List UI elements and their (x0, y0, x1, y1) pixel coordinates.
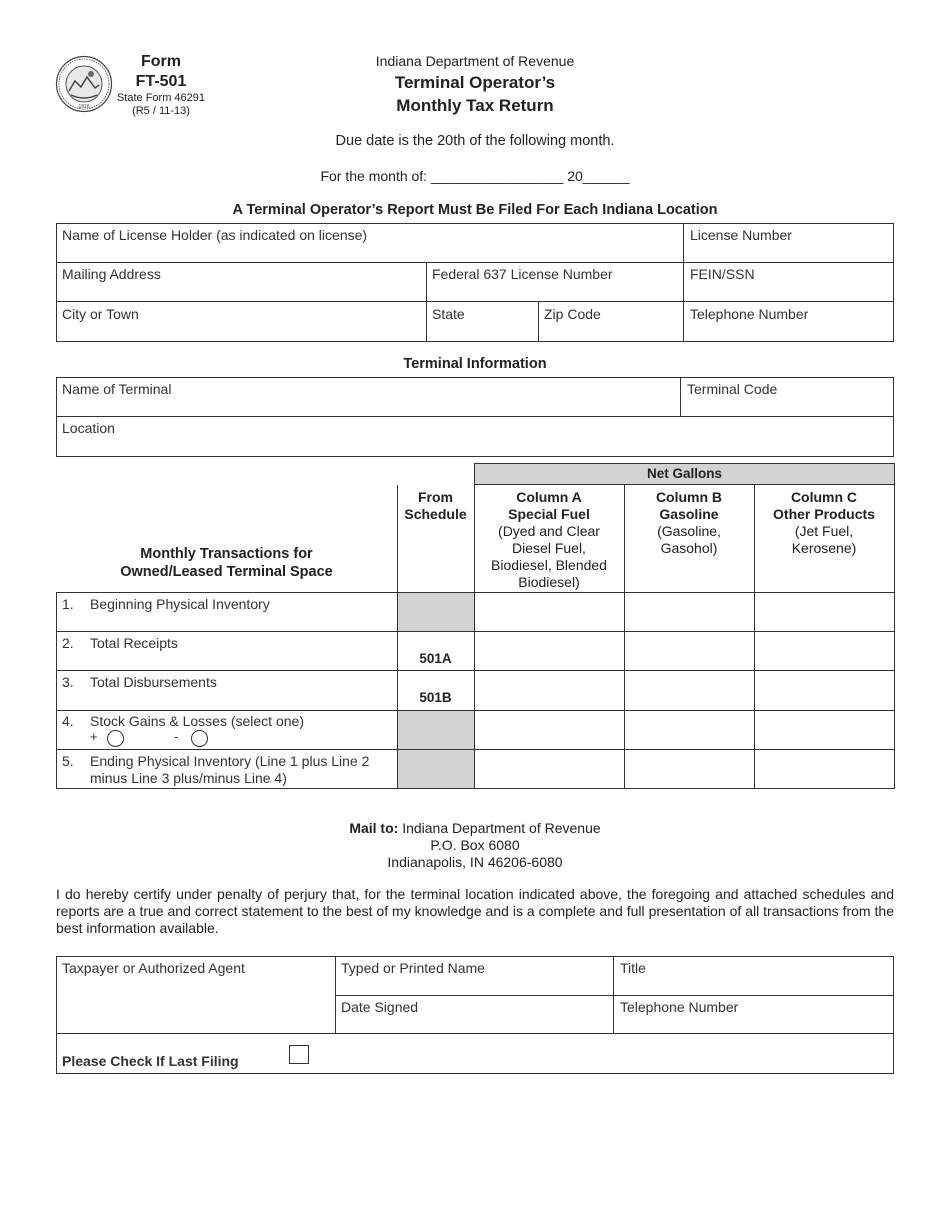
row5-column-a-input[interactable] (475, 750, 624, 788)
schedule-501b: 501B (419, 690, 452, 705)
column-b-header: Column B Gasoline (Gasoline, Gasohol) (655, 489, 723, 556)
month-field[interactable]: For the month of: _________________ 20______ (320, 168, 630, 184)
federal-license-field[interactable]: Federal 637 License Number (432, 266, 613, 282)
row4-column-c-input[interactable] (755, 711, 894, 749)
row1-column-a-input[interactable] (475, 593, 624, 631)
loss-radio[interactable] (191, 730, 208, 747)
plus-label: + (90, 729, 98, 744)
form-label: Form (141, 53, 181, 70)
state-form-number: State Form 46291 (116, 92, 206, 104)
row3-column-c-input[interactable] (755, 671, 894, 710)
state-field[interactable]: State (432, 306, 465, 322)
department-name: Indiana Department of Revenue (375, 53, 575, 69)
fein-ssn-field[interactable]: FEIN/SSN (690, 266, 755, 282)
net-gallons-label: Net Gallons (646, 466, 722, 481)
row-label: Stock Gains & Losses (select one) (90, 713, 304, 729)
column-c-header: Column C Other Products (Jet Fuel, Kerosene) (773, 489, 875, 556)
signer-telephone-field[interactable]: Telephone Number (620, 999, 739, 1015)
license-holder-name-field[interactable]: Name of License Holder (as indicated on license) (62, 227, 368, 243)
page-title-line1: Terminal Operator’s (394, 73, 556, 92)
transactions-title: Monthly Transactions for Owned/Leased Terminal Space (120, 546, 333, 580)
minus-label: - (174, 729, 179, 744)
row2-column-b-input[interactable] (625, 632, 754, 670)
row-label: Beginning Physical Inventory (90, 596, 270, 612)
page-title-line2: Monthly Tax Return (396, 96, 554, 115)
row5-column-c-input[interactable] (755, 750, 894, 788)
row3-column-b-input[interactable] (625, 671, 754, 710)
row-label: Total Disbursements (90, 674, 217, 690)
mail-to-address: Mail to: Indiana Department of Revenue P.O. Box 6080 Indianapolis, IN 46206-6080 (349, 820, 601, 870)
last-filing-label: Please Check If Last Filing (62, 1053, 239, 1069)
from-schedule-header: From Schedule (404, 489, 467, 522)
form-revision: (R5 / 11-13) (132, 105, 190, 117)
row5-column-b-input[interactable] (625, 750, 754, 788)
license-number-field[interactable]: License Number (690, 227, 792, 243)
licensee-heading: A Terminal Operator’s Report Must Be Filed For Each Indiana Location (232, 202, 718, 218)
title-field[interactable]: Title (620, 960, 646, 976)
row4-column-a-input[interactable] (475, 711, 624, 749)
row-label: Ending Physical Inventory (Line 1 plus Line 2 (90, 753, 370, 769)
zip-code-field[interactable]: Zip Code (544, 306, 601, 322)
date-signed-field[interactable]: Date Signed (341, 999, 419, 1015)
column-a-header: Column A Special Fuel (Dyed and Clear Diesel Fuel, Biodiesel, Blended Biodiesel) (491, 489, 607, 590)
authorized-agent-signature-field[interactable]: Taxpayer or Authorized Agent (62, 960, 245, 976)
printed-name-field[interactable]: Typed or Printed Name (341, 960, 485, 976)
gain-radio[interactable] (107, 730, 124, 747)
certification-statement: I do hereby certify under penalty of perjury that, for the terminal location indicated above, the foregoing and attached schedules and reports are a true and correct statement to the best of my knowledge and is a complete and full presentation of all transactions from the best information available. (56, 886, 894, 936)
location-field[interactable]: Location (62, 420, 115, 436)
last-filing-checkbox[interactable] (289, 1045, 309, 1064)
mailing-address-field[interactable]: Mailing Address (62, 266, 161, 282)
row2-column-c-input[interactable] (755, 632, 894, 670)
state-seal-icon (55, 55, 113, 113)
row1-column-b-input[interactable] (625, 593, 754, 631)
terminal-code-field[interactable]: Terminal Code (687, 381, 778, 397)
telephone-field[interactable]: Telephone Number (690, 306, 809, 322)
form-number: FT-501 (135, 73, 187, 90)
row3-column-a-input[interactable] (475, 671, 624, 710)
due-date-note: Due date is the 20th of the following month. (335, 133, 615, 149)
row-label: Total Receipts (90, 635, 178, 651)
row2-column-a-input[interactable] (475, 632, 624, 670)
svg-text:1816: 1816 (78, 104, 90, 110)
row4-column-b-input[interactable] (625, 711, 754, 749)
row-label-continued: minus Line 3 plus/minus Line 4) (90, 770, 287, 786)
terminal-heading: Terminal Information (403, 356, 547, 372)
schedule-501a: 501A (419, 651, 452, 666)
terminal-name-field[interactable]: Name of Terminal (62, 381, 172, 397)
city-field[interactable]: City or Town (62, 306, 139, 322)
row1-column-c-input[interactable] (755, 593, 894, 631)
